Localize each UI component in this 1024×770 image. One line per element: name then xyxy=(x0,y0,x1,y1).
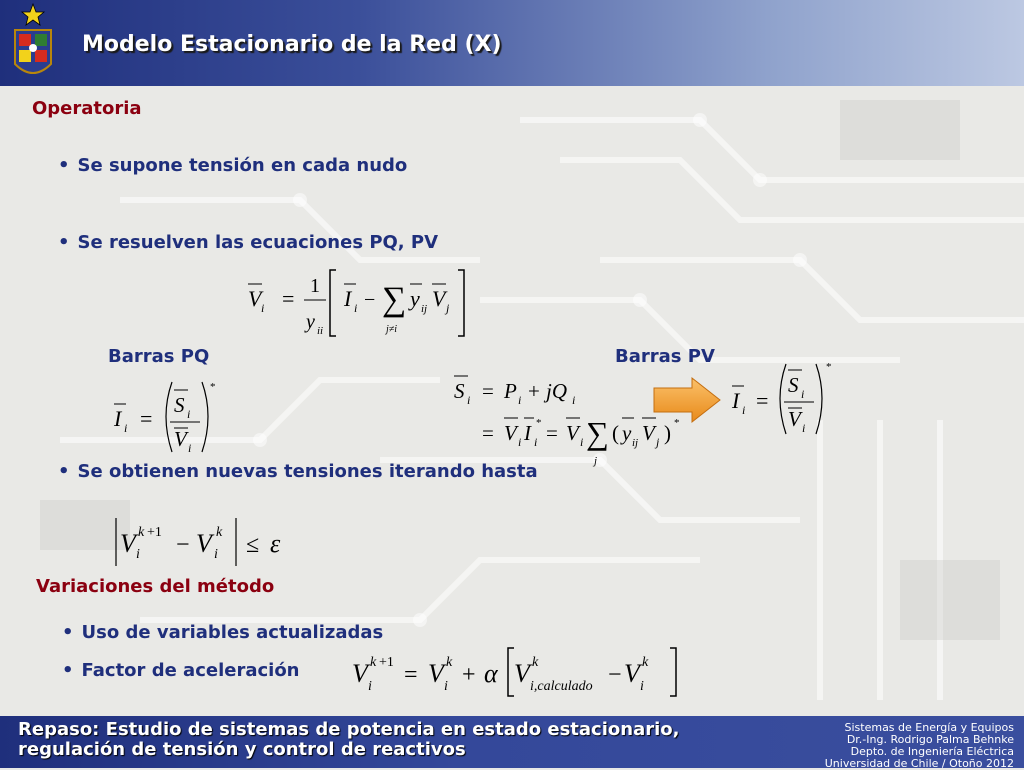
svg-text:(: ( xyxy=(612,421,619,445)
bullet-text: Uso de variables actualizadas xyxy=(81,622,384,643)
convergence-criterion-equation xyxy=(112,514,302,570)
arrow-right-icon xyxy=(652,376,722,424)
svg-text:I: I xyxy=(114,406,122,431)
svg-text:P: P xyxy=(504,379,517,403)
svg-text:i: i xyxy=(261,301,265,315)
svg-text:*: * xyxy=(536,417,542,429)
section-variaciones: Variaciones del método xyxy=(36,576,275,597)
section-operatoria: Operatoria xyxy=(32,98,142,119)
svg-text:i: i xyxy=(467,393,471,407)
svg-text:+1: +1 xyxy=(379,655,394,670)
svg-text:ij: ij xyxy=(632,437,639,449)
svg-text:=: = xyxy=(282,286,295,311)
svg-text:∑: ∑ xyxy=(586,415,609,451)
pv-current-equation xyxy=(726,360,846,438)
svg-text:V: V xyxy=(504,421,517,445)
acceleration-factor-equation xyxy=(348,644,688,702)
svg-text:i: i xyxy=(580,435,584,449)
svg-text:i: i xyxy=(354,301,358,315)
svg-text:*: * xyxy=(826,361,832,373)
svg-text:k: k xyxy=(370,655,377,670)
svg-text:V: V xyxy=(352,659,368,688)
svg-text:≤: ≤ xyxy=(246,532,260,558)
svg-text:i: i xyxy=(188,441,192,455)
svg-text:=: = xyxy=(482,379,494,403)
svg-text:V: V xyxy=(642,421,655,445)
bullet-variables-actualizadas xyxy=(62,622,383,643)
footer-course-title xyxy=(18,720,679,760)
svg-text:V: V xyxy=(566,421,579,445)
footer-title-line-2: regulación de tensión y control de reactivos xyxy=(18,739,466,760)
svg-text:S: S xyxy=(454,379,465,403)
bullet-ecuaciones xyxy=(58,232,438,253)
bullet-tension-nudo xyxy=(58,155,407,176)
bullet-dot: • xyxy=(62,660,74,681)
svg-text:S: S xyxy=(174,393,185,417)
svg-text:*: * xyxy=(674,417,680,429)
svg-text:=: = xyxy=(404,662,418,688)
svg-text:V: V xyxy=(174,427,187,451)
footer-credit-line: Depto. de Ingeniería Eléctrica xyxy=(850,745,1014,758)
bullet-text: Se obtienen nuevas tensiones iterando hasta xyxy=(77,461,538,482)
svg-text:V: V xyxy=(514,659,530,688)
svg-text:V: V xyxy=(788,407,801,431)
bullet-dot: • xyxy=(58,232,70,253)
svg-text:j≠i: j≠i xyxy=(386,324,398,335)
svg-text:i: i xyxy=(802,421,806,435)
footer-credit-line: Universidad de Chile / Otoño 2012 xyxy=(824,757,1014,770)
bullet-text: Se resuelven las ecuaciones PQ, PV xyxy=(77,232,439,253)
svg-text:k: k xyxy=(532,655,539,670)
svg-text:V: V xyxy=(624,659,640,688)
svg-text:j: j xyxy=(656,435,660,449)
svg-text:α: α xyxy=(484,659,498,688)
svg-text:+: + xyxy=(462,662,476,688)
svg-text:i: i xyxy=(518,435,522,449)
svg-text:I: I xyxy=(524,421,531,445)
label-barras-pv: Barras PV xyxy=(615,346,715,367)
svg-text:=: = xyxy=(482,421,494,445)
footer-title-line-1: Repaso: Estudio de sistemas de potencia en estado estacionario, xyxy=(18,719,680,740)
svg-text:i: i xyxy=(136,547,140,562)
svg-text:i: i xyxy=(801,387,805,401)
svg-text:i: i xyxy=(187,407,191,421)
svg-text:i: i xyxy=(444,679,448,694)
svg-text:=: = xyxy=(546,421,558,445)
bullet-text: Se supone tensión en cada nudo xyxy=(77,155,408,176)
footer-bar xyxy=(0,716,1024,768)
page-title: Modelo Estacionario de la Red (X) xyxy=(82,32,502,57)
svg-text:−: − xyxy=(608,662,622,688)
svg-text:V: V xyxy=(428,659,444,688)
svg-text:V: V xyxy=(120,529,136,558)
svg-text:S: S xyxy=(788,373,799,397)
bullet-dot: • xyxy=(62,622,74,643)
svg-text:ii: ii xyxy=(317,325,324,337)
svg-text:i: i xyxy=(214,547,218,562)
svg-text:y: y xyxy=(410,286,420,311)
svg-text:i: i xyxy=(124,421,128,435)
svg-text:V: V xyxy=(196,529,212,558)
bullet-factor-aceleracion xyxy=(62,660,300,681)
svg-text:I: I xyxy=(344,286,352,311)
svg-text:k: k xyxy=(216,525,223,540)
bullet-text: Factor de aceleración xyxy=(81,660,300,681)
footer-credit-line: Dr.-Ing. Rodrigo Palma Behnke xyxy=(846,733,1014,746)
university-crest-icon xyxy=(10,2,56,84)
svg-text:i: i xyxy=(368,679,372,694)
svg-text:+: + xyxy=(528,379,540,403)
header-bar xyxy=(0,0,1024,86)
svg-text:−: − xyxy=(176,532,190,558)
svg-text:I: I xyxy=(732,388,740,413)
svg-text:i: i xyxy=(518,393,522,407)
svg-text:*: * xyxy=(210,381,216,393)
svg-text:j: j xyxy=(446,301,450,315)
footer-credit-line: Sistemas de Energía y Equipos xyxy=(844,721,1014,734)
svg-text:k: k xyxy=(446,655,453,670)
svg-text:V: V xyxy=(432,286,446,311)
svg-text:i,calculado: i,calculado xyxy=(530,679,593,694)
bullet-dot: • xyxy=(58,155,70,176)
svg-text:∑: ∑ xyxy=(382,281,407,318)
svg-text:k: k xyxy=(642,655,649,670)
pq-current-equation xyxy=(108,378,228,456)
svg-text:ij: ij xyxy=(421,303,428,315)
svg-text:y: y xyxy=(622,421,632,445)
svg-text:jQ: jQ xyxy=(546,379,567,403)
bullet-dot: • xyxy=(58,461,70,482)
svg-text:k: k xyxy=(138,525,145,540)
svg-text:V: V xyxy=(248,286,262,311)
voltage-update-equation xyxy=(240,262,480,342)
svg-text:−: − xyxy=(364,289,376,311)
svg-text:=: = xyxy=(756,388,769,413)
footer-credits xyxy=(825,722,1014,770)
svg-text:j: j xyxy=(594,455,598,467)
svg-text:+1: +1 xyxy=(147,525,162,540)
bullet-iterando xyxy=(58,461,538,482)
svg-text:i: i xyxy=(572,393,576,407)
svg-text:): ) xyxy=(664,421,671,445)
svg-text:i: i xyxy=(534,435,538,449)
svg-text:=: = xyxy=(140,406,153,431)
svg-text:1: 1 xyxy=(310,275,320,297)
svg-text:i: i xyxy=(742,403,746,417)
label-barras-pq: Barras PQ xyxy=(108,346,210,367)
svg-text:ε: ε xyxy=(270,529,281,558)
svg-text:y: y xyxy=(306,311,315,333)
svg-text:i: i xyxy=(640,679,644,694)
